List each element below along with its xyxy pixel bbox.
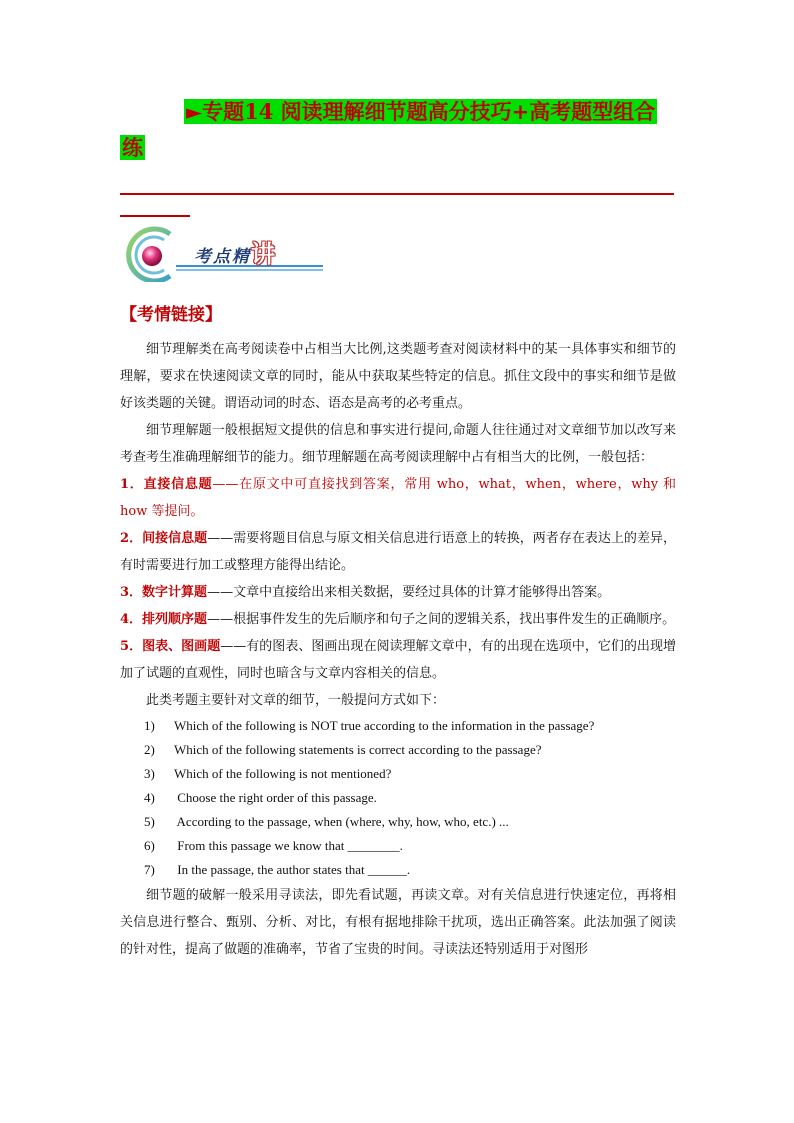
title-divider-short bbox=[120, 215, 190, 217]
main-content bbox=[120, 336, 676, 963]
banner-ball-icon bbox=[142, 246, 162, 266]
type-item-1: 1．直接信息题——在原文中可直接找到答案，常用 who，what，when，where，why 和 how 等提问。 bbox=[120, 477, 676, 519]
closing-paragraph: 细节题的破解一般采用寻读法，即先看试题，再读文章。对有关信息进行快速定位，再将相关信息进行整合、甄别、分析、对比，有根有据地排除干扰项，选出正确答案。此法加强了阅读的针对性，提高了做题的准确率，节省了宝贵的时间。寻读法还特别适用于对图形 bbox=[120, 888, 676, 957]
list-item: 5) According to the passage, when (where, why, how, who, etc.) ... bbox=[144, 814, 509, 829]
list-item: 2) Which of the following statements is correct according to the passage? bbox=[144, 742, 542, 757]
section-heading: 【考情链接】 bbox=[120, 305, 222, 325]
list-item: 4) Choose the right order of this passage. bbox=[144, 790, 377, 805]
list-item: 1) Which of the following is NOT true according to the information in the passage? bbox=[144, 718, 595, 733]
type-item-4: 4．排列顺序题——根据事件发生的先后顺序和句子之间的逻辑关系，找出事件发生的正确顺序。 bbox=[120, 612, 676, 627]
question-intro: 此类考题主要针对文章的细节，一般提问方式如下： bbox=[146, 693, 446, 708]
list-item: 7) In the passage, the author states that ______. bbox=[144, 862, 411, 877]
type-item-5: 5．图表、图画题——有的图表、图画出现在阅读理解文章中，有的出现在选项中，它们的出现增加了试题的直观性，同时也暗含与文章内容相关的信息。 bbox=[120, 639, 676, 681]
intro-paragraph-1: 细节理解类在高考阅读卷中占相当大比例,这类题考查对阅读材料中的某一具体事实和细节的理解，要求在快速阅读文章的同时，能从中获取某些特定的信息。抓住文段中的事实和细节是做好该类题的关键。谓语动词的时态、语态是高考的必考重点。 bbox=[120, 342, 676, 411]
question-list bbox=[120, 714, 676, 882]
title-line-1: ►专题14 阅读理解细节题高分技巧+高考题型组合 bbox=[186, 99, 656, 124]
section-banner bbox=[118, 226, 328, 282]
type-item-3: 3．数字计算题——文章中直接给出来相关数据，要经过具体的计算才能够得出答案。 bbox=[120, 585, 611, 600]
intro-paragraph-2: 细节理解题一般根据短文提供的信息和事实进行提问,命题人往往通过对文章细节加以改写来考查考生准确理解细节的能力。细节理解题在高考阅读理解中占有相当大的比例，一般包括： bbox=[120, 423, 676, 465]
title-line-2: 练 bbox=[122, 135, 143, 160]
list-item: 6) From this passage we know that ________. bbox=[144, 838, 403, 853]
page-title bbox=[120, 94, 676, 166]
list-item: 3) Which of the following is not mentioned? bbox=[144, 766, 392, 781]
banner-label: 考点精讲 bbox=[194, 239, 277, 268]
banner-emphasis: 讲 bbox=[251, 239, 277, 268]
title-divider bbox=[120, 193, 674, 195]
type-item-2: 2．间接信息题——需要将题目信息与原文相关信息进行语意上的转换，两者存在表达上的差异，有时需要进行加工或整理方能得出结论。 bbox=[120, 531, 676, 573]
